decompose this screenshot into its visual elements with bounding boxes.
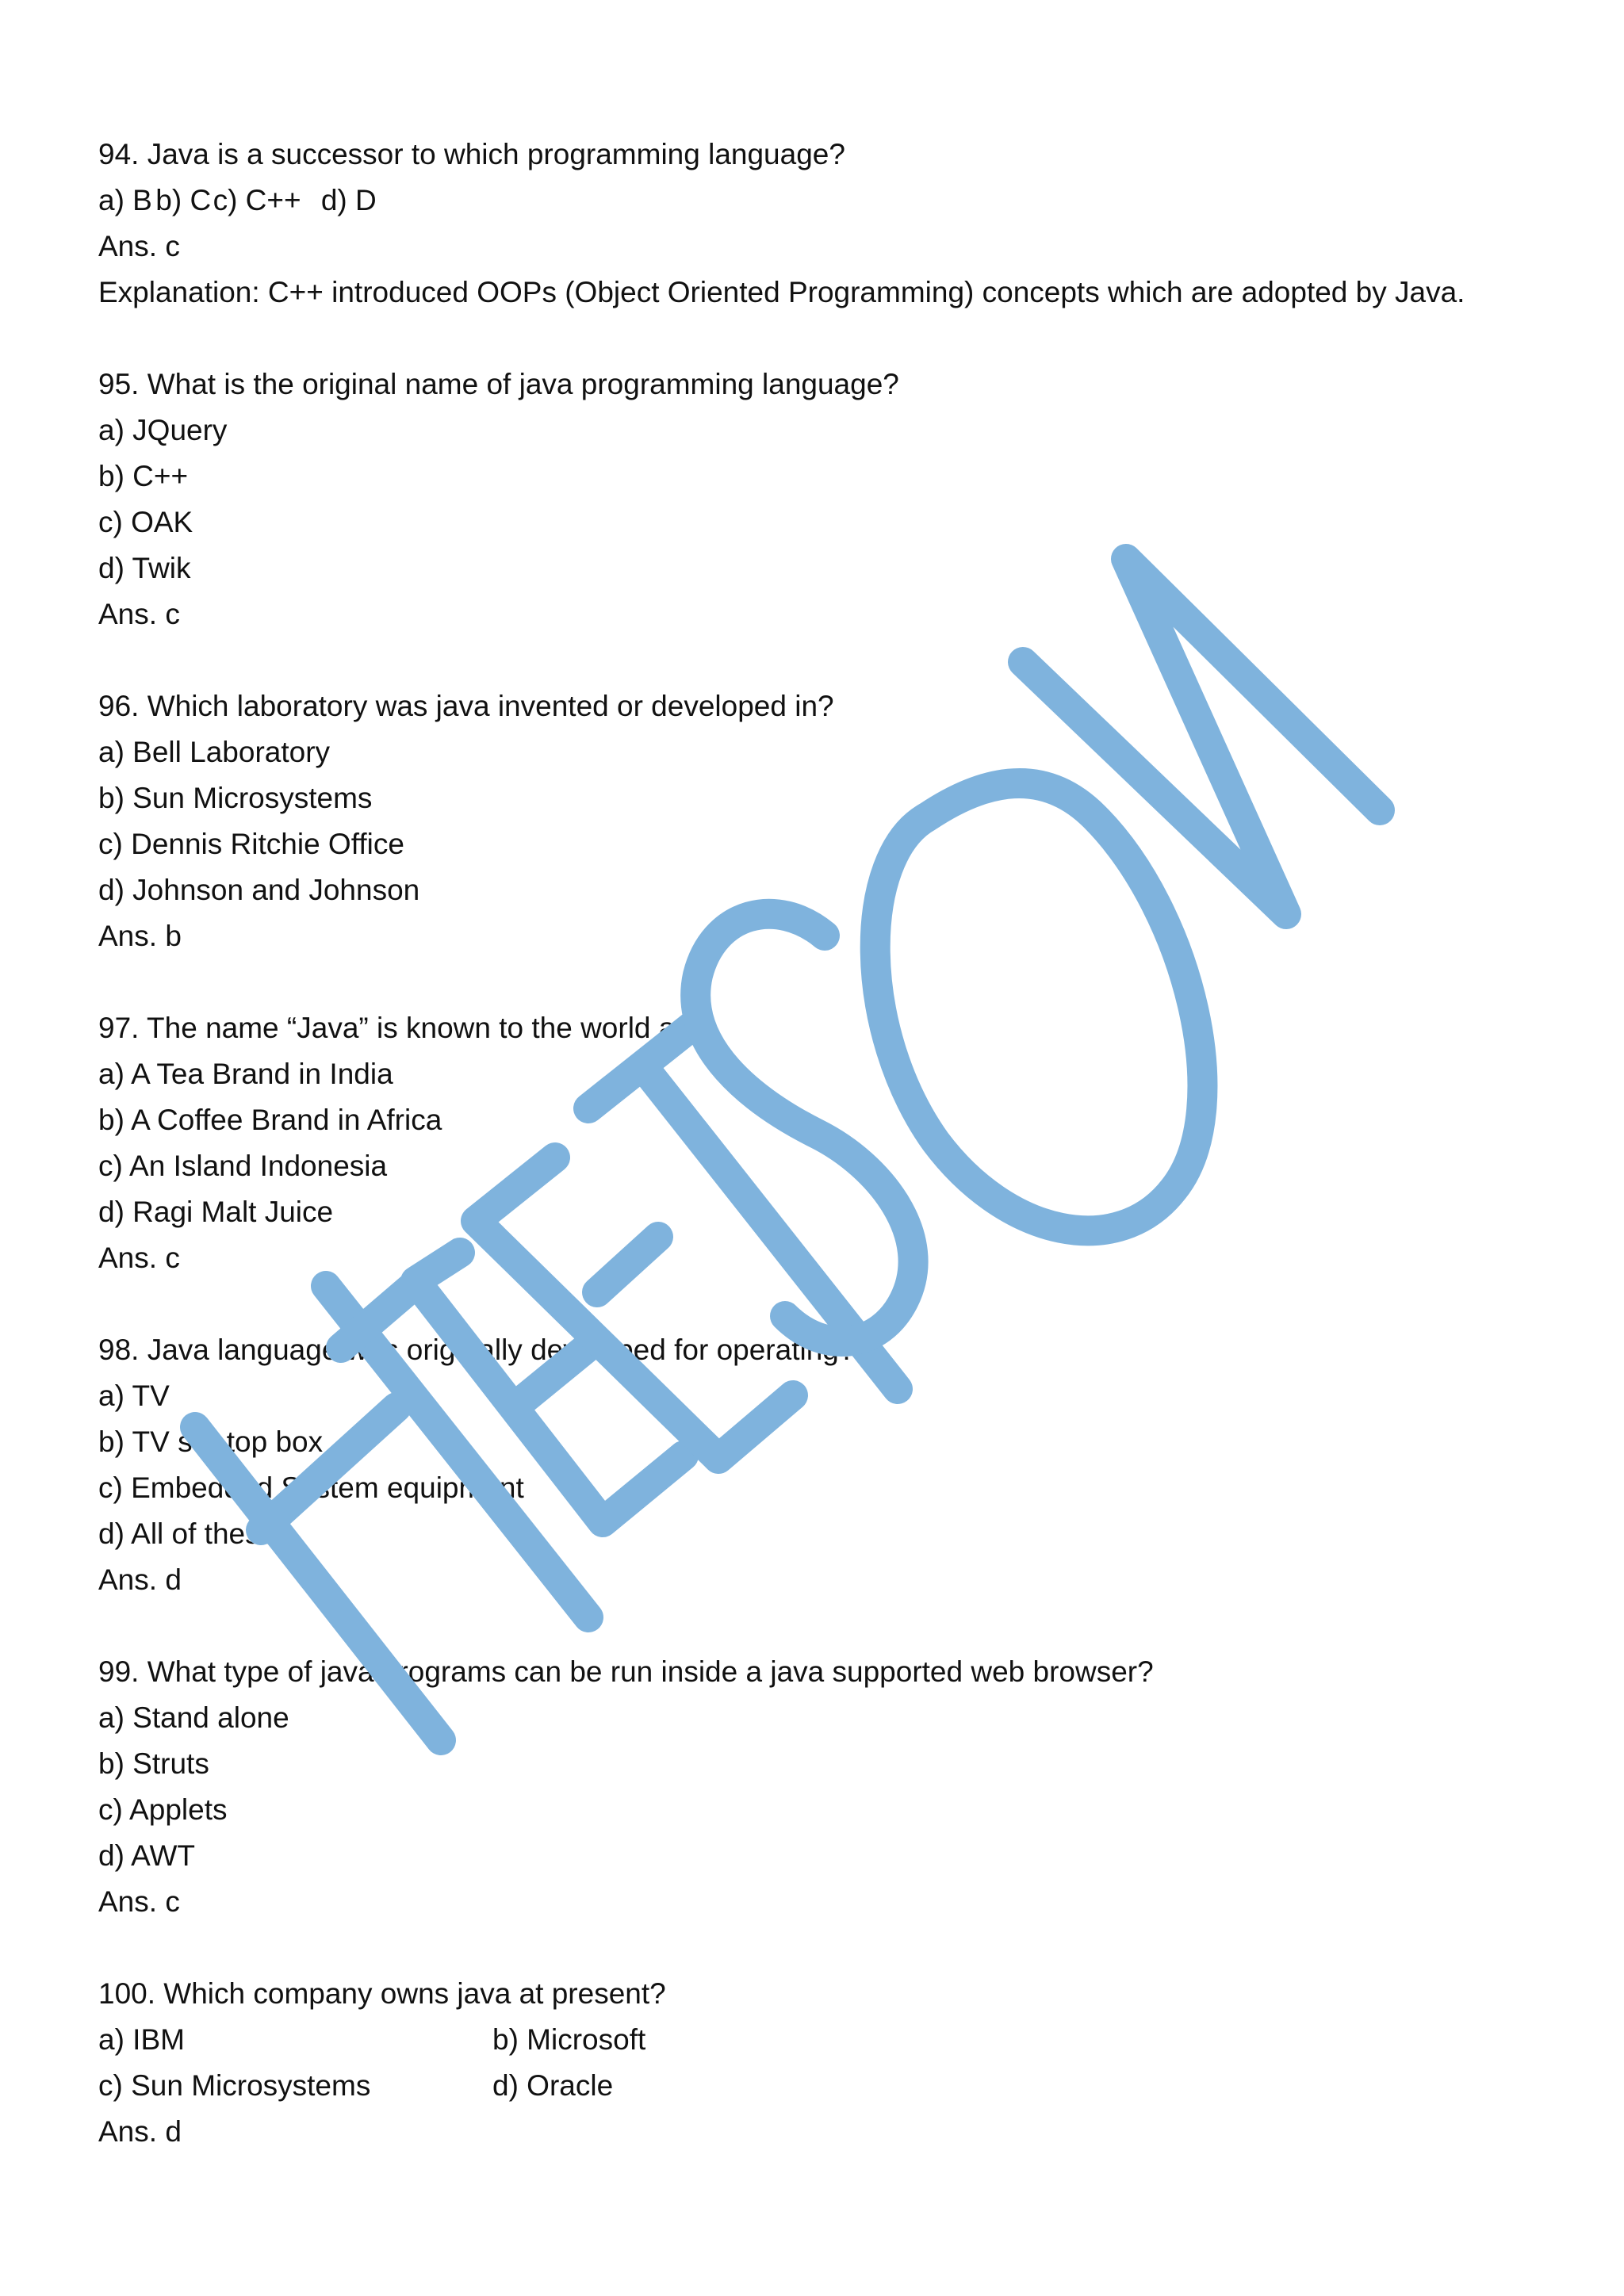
question-block-94 <box>98 132 1542 316</box>
question-text: 100. Which company owns java at present? <box>98 1977 666 2010</box>
option-a: a) B <box>98 184 152 216</box>
option-a: a) Stand alone <box>98 1701 289 1734</box>
answer-text: Ans. c <box>98 1242 180 1274</box>
answer-text: Ans. c <box>98 1885 180 1918</box>
question-block-98 <box>98 1327 1542 1603</box>
question-block-96 <box>98 683 1542 959</box>
spacer <box>98 1281 1542 1327</box>
question-block-100 <box>98 1971 1542 2155</box>
spacer <box>98 959 1542 1005</box>
option-c: c) OAK <box>98 506 193 538</box>
question-text: 95. What is the original name of java programming language? <box>98 368 899 400</box>
question-text: 99. What type of java programs can be run inside a java supported web browser? <box>98 1655 1154 1688</box>
option-d: d) AWT <box>98 1839 195 1872</box>
answer-text: Ans. c <box>98 598 180 630</box>
option-d: d) Oracle <box>492 2069 614 2102</box>
option-c: c) Applets <box>98 1793 228 1826</box>
question-text: 94. Java is a successor to which programming language? <box>98 138 845 170</box>
option-b: b) C <box>155 184 212 216</box>
question-list <box>98 132 1542 2155</box>
option-a: a) IBM <box>98 2023 185 2056</box>
option-c: c) Dennis Ritchie Office <box>98 828 404 860</box>
spacer <box>98 1603 1542 1649</box>
question-block-99 <box>98 1649 1542 1925</box>
question-text: 96. Which laboratory was java invented or developed in? <box>98 690 834 722</box>
option-c: c) C++ <box>213 184 301 216</box>
spacer <box>98 316 1542 362</box>
option-a: a) JQuery <box>98 414 228 446</box>
question-text: 97. The name “Java” is known to the world as? <box>98 1012 707 1044</box>
option-b: b) Sun Microsystems <box>98 782 373 814</box>
option-b: b) TV set-top box <box>98 1425 324 1458</box>
answer-text: Ans. d <box>98 2115 182 2148</box>
option-d: d) All of these <box>98 1517 277 1550</box>
option-a: a) A Tea Brand in India <box>98 1058 393 1090</box>
option-d: d) Ragi Malt Juice <box>98 1196 334 1228</box>
answer-text: Ans. c <box>98 230 180 262</box>
option-c: c) An Island Indonesia <box>98 1150 388 1182</box>
question-text: 98. Java language was originally developed for operating? <box>98 1334 856 1366</box>
option-c: c) Embedded System equipment <box>98 1471 524 1504</box>
option-d: d) Twik <box>98 552 191 584</box>
option-a: a) TV <box>98 1380 170 1412</box>
option-d: d) D <box>320 184 377 216</box>
question-block-97 <box>98 1005 1542 1281</box>
explanation-text: Explanation: C++ introduced OOPs (Object Oriented Programming) concepts which are adopted by Java. <box>98 276 1465 308</box>
spacer <box>98 637 1542 683</box>
option-b: b) C++ <box>98 460 189 492</box>
spacer <box>98 1925 1542 1971</box>
option-b: b) Microsoft <box>492 2023 646 2056</box>
option-c: c) Sun Microsystems <box>98 2069 371 2102</box>
inline-options <box>98 178 1542 224</box>
options-row-2 <box>98 2063 1542 2109</box>
option-b: b) A Coffee Brand in Africa <box>98 1104 442 1136</box>
option-d: d) Johnson and Johnson <box>98 874 420 906</box>
answer-text: Ans. b <box>98 920 182 952</box>
option-b: b) Struts <box>98 1747 209 1780</box>
question-block-95 <box>98 362 1542 637</box>
options-row-1 <box>98 2017 1542 2063</box>
answer-text: Ans. d <box>98 1563 182 1596</box>
option-a: a) Bell Laboratory <box>98 736 331 768</box>
